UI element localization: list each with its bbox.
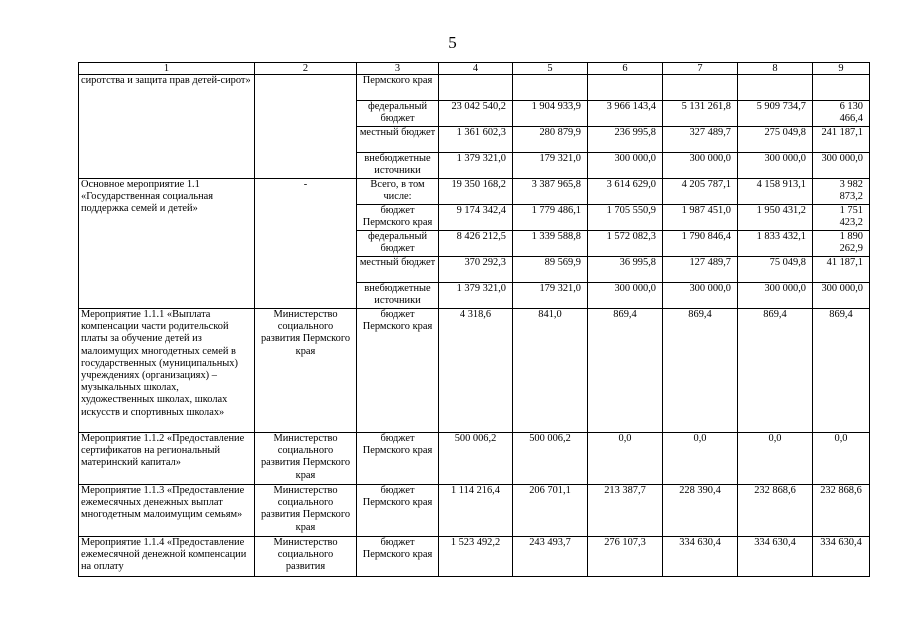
executor-cell: - [255, 179, 357, 309]
amount-cell: 41 187,1 [813, 257, 870, 283]
amount-cell: 9 174 342,4 [439, 205, 513, 231]
amount-cell: 23 042 540,2 [439, 101, 513, 127]
column-header: 9 [813, 63, 870, 75]
executor-cell: Министерство социального развития Пермского края [255, 309, 357, 433]
funding-source-cell: внебюджетные источники [357, 283, 439, 309]
budget-table [78, 62, 870, 577]
amount-cell: 327 489,7 [663, 127, 738, 153]
funding-source-cell: бюджет Пермского края [357, 485, 439, 537]
executor-cell: Министерство социального развития [255, 537, 357, 577]
table-row [79, 179, 870, 205]
amount-cell: 1 361 602,3 [439, 127, 513, 153]
amount-cell: 1 379 321,0 [439, 153, 513, 179]
funding-source-cell: Всего, в том числе: [357, 179, 439, 205]
amount-cell: 276 107,3 [588, 537, 663, 577]
activity-name-cell: сиротства и защита прав детей-сирот» [79, 75, 255, 179]
amount-cell: 370 292,3 [439, 257, 513, 283]
amount-cell: 19 350 168,2 [439, 179, 513, 205]
amount-cell: 1 950 431,2 [738, 205, 813, 231]
amount-cell: 5 131 261,8 [663, 101, 738, 127]
amount-cell: 232 868,6 [738, 485, 813, 537]
amount-cell: 334 630,4 [738, 537, 813, 577]
amount-cell: 179 321,0 [513, 153, 588, 179]
funding-source-cell: федеральный бюджет [357, 231, 439, 257]
amount-cell: 275 049,8 [738, 127, 813, 153]
column-header: 2 [255, 63, 357, 75]
activity-name-cell: Мероприятие 1.1.4 «Предоставление ежемесячной денежной компенсации на оплату [79, 537, 255, 577]
funding-source-cell: Пермского края [357, 75, 439, 101]
executor-cell: Министерство социального развития Пермского края [255, 485, 357, 537]
amount-cell: 36 995,8 [588, 257, 663, 283]
amount-cell: 1 833 432,1 [738, 231, 813, 257]
amount-cell: 3 982 873,2 [813, 179, 870, 205]
amount-cell: 0,0 [663, 433, 738, 485]
amount-cell: 213 387,7 [588, 485, 663, 537]
amount-cell: 300 000,0 [738, 283, 813, 309]
amount-cell: 1 572 082,3 [588, 231, 663, 257]
amount-cell: 3 966 143,4 [588, 101, 663, 127]
amount-cell: 4 205 787,1 [663, 179, 738, 205]
amount-cell: 1 779 486,1 [513, 205, 588, 231]
amount-cell: 4 318,6 [439, 309, 513, 433]
column-header: 4 [439, 63, 513, 75]
activity-name-cell: Мероприятие 1.1.1 «Выплата компенсации части родительской платы за обучение детей из малоимущих многодетных семей в государственных (муниципальных) учреждениях (организациях) – музыкальных школах, художественных школах, школах искусств и спортивных школах» [79, 309, 255, 433]
amount-cell: 1 379 321,0 [439, 283, 513, 309]
amount-cell: 0,0 [813, 433, 870, 485]
executor-cell: Министерство социального развития Пермского края [255, 433, 357, 485]
amount-cell: 75 049,8 [738, 257, 813, 283]
amount-cell [513, 75, 588, 101]
amount-cell: 206 701,1 [513, 485, 588, 537]
table-row [79, 433, 870, 485]
amount-cell: 300 000,0 [663, 283, 738, 309]
table-row [79, 309, 870, 433]
amount-cell [738, 75, 813, 101]
amount-cell: 8 426 212,5 [439, 231, 513, 257]
amount-cell: 89 569,9 [513, 257, 588, 283]
amount-cell: 0,0 [738, 433, 813, 485]
page-number: 5 [448, 33, 457, 52]
amount-cell: 1 890 262,9 [813, 231, 870, 257]
amount-cell [588, 75, 663, 101]
amount-cell: 300 000,0 [813, 283, 870, 309]
funding-source-cell: местный бюджет [357, 257, 439, 283]
amount-cell: 1 751 423,2 [813, 205, 870, 231]
funding-source-cell: бюджет Пермского края [357, 537, 439, 577]
column-header: 6 [588, 63, 663, 75]
activity-name-cell: Мероприятие 1.1.3 «Предоставление ежемесячных денежных выплат многодетным малоимущим семьям» [79, 485, 255, 537]
amount-cell: 1 790 846,4 [663, 231, 738, 257]
amount-cell: 300 000,0 [588, 283, 663, 309]
funding-source-cell: федеральный бюджет [357, 101, 439, 127]
amount-cell: 228 390,4 [663, 485, 738, 537]
amount-cell: 3 387 965,8 [513, 179, 588, 205]
column-header: 3 [357, 63, 439, 75]
activity-name-cell: Основное мероприятие 1.1 «Государственная социальная поддержка семей и детей» [79, 179, 255, 309]
amount-cell: 1 523 492,2 [439, 537, 513, 577]
amount-cell: 3 614 629,0 [588, 179, 663, 205]
amount-cell: 869,4 [813, 309, 870, 433]
table-row [79, 485, 870, 537]
amount-cell: 500 006,2 [513, 433, 588, 485]
amount-cell [813, 75, 870, 101]
table-header-row [79, 63, 870, 75]
funding-source-cell: бюджет Пермского края [357, 309, 439, 433]
amount-cell: 500 006,2 [439, 433, 513, 485]
column-header: 1 [79, 63, 255, 75]
amount-cell: 236 995,8 [588, 127, 663, 153]
column-header: 8 [738, 63, 813, 75]
amount-cell: 334 630,4 [663, 537, 738, 577]
amount-cell: 841,0 [513, 309, 588, 433]
amount-cell: 1 114 216,4 [439, 485, 513, 537]
amount-cell: 300 000,0 [663, 153, 738, 179]
amount-cell: 5 909 734,7 [738, 101, 813, 127]
amount-cell: 0,0 [588, 433, 663, 485]
amount-cell: 179 321,0 [513, 283, 588, 309]
amount-cell: 869,4 [738, 309, 813, 433]
amount-cell: 243 493,7 [513, 537, 588, 577]
funding-source-cell: бюджет Пермского края [357, 205, 439, 231]
activity-name-cell: Мероприятие 1.1.2 «Предоставление сертификатов на региональный материнский капитал» [79, 433, 255, 485]
amount-cell: 869,4 [663, 309, 738, 433]
amount-cell: 280 879,9 [513, 127, 588, 153]
amount-cell: 1 987 451,0 [663, 205, 738, 231]
amount-cell: 127 489,7 [663, 257, 738, 283]
table-row [79, 537, 870, 577]
amount-cell: 241 187,1 [813, 127, 870, 153]
executor-cell [255, 75, 357, 179]
amount-cell: 334 630,4 [813, 537, 870, 577]
amount-cell: 6 130 466,4 [813, 101, 870, 127]
amount-cell: 869,4 [588, 309, 663, 433]
funding-source-cell: местный бюджет [357, 127, 439, 153]
funding-source-cell: бюджет Пермского края [357, 433, 439, 485]
amount-cell: 1 705 550,9 [588, 205, 663, 231]
amount-cell [663, 75, 738, 101]
funding-source-cell: внебюджетные источники [357, 153, 439, 179]
amount-cell: 300 000,0 [588, 153, 663, 179]
amount-cell: 232 868,6 [813, 485, 870, 537]
column-header: 7 [663, 63, 738, 75]
amount-cell: 300 000,0 [738, 153, 813, 179]
amount-cell: 1 339 588,8 [513, 231, 588, 257]
amount-cell: 1 904 933,9 [513, 101, 588, 127]
amount-cell: 4 158 913,1 [738, 179, 813, 205]
amount-cell [439, 75, 513, 101]
table-row [79, 75, 870, 101]
amount-cell: 300 000,0 [813, 153, 870, 179]
column-header: 5 [513, 63, 588, 75]
